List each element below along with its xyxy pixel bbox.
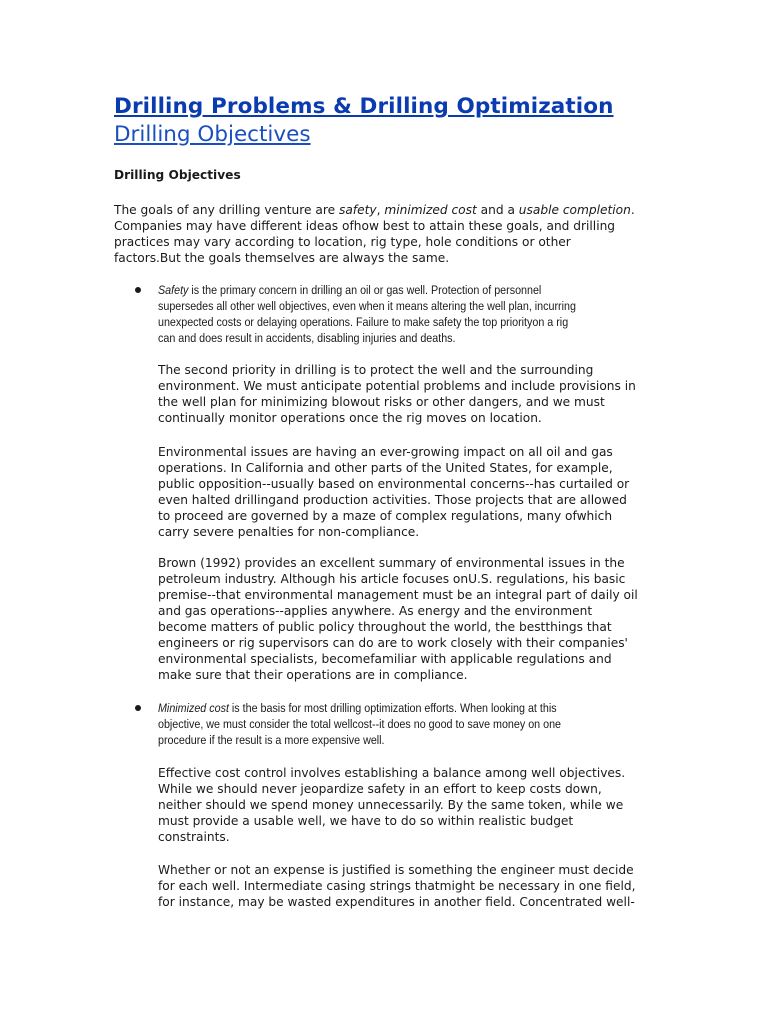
bullet-line: can and does result in accidents, disabling injuries and deaths. <box>158 331 456 345</box>
paragraph-brown <box>158 555 638 683</box>
bullet-marker <box>135 705 141 711</box>
paragraph-line: for instance, may be wasted expenditures in another field. Concentrated well- <box>158 895 635 909</box>
section-heading: Drilling Objectives <box>114 168 241 182</box>
intro-line: The goals of any drilling venture are safety, minimized cost and a usable completion. <box>114 203 635 217</box>
paragraph-cost-control <box>158 765 625 845</box>
paragraph-line: must provide a usable well, we have to do so within realistic budget <box>158 814 574 828</box>
page-title[interactable]: Drilling Problems & Drilling Optimization <box>114 94 614 119</box>
intro-line: factors.But the goals themselves are always the same. <box>114 251 450 265</box>
paragraph-line: even halted drillingand production activities. Those projects that are allowed <box>158 493 627 507</box>
bullet-marker <box>135 287 141 293</box>
paragraph-line: environment. We must anticipate potential problems and include provisions in <box>158 379 636 393</box>
paragraph-line: While we should never jeopardize safety in an effort to keep costs down, <box>158 782 602 796</box>
paragraph-line: to proceed are governed by a maze of complex regulations, many ofwhich <box>158 509 613 523</box>
paragraph-line: Whether or not an expense is justified is something the engineer must decide <box>158 863 634 877</box>
paragraph-line: the well plan for minimizing blowout risks or other dangers, and we must <box>158 395 605 409</box>
paragraph-line: continually monitor operations once the rig moves on location. <box>158 411 542 425</box>
page-subtitle[interactable]: Drilling Objectives <box>114 122 311 147</box>
paragraph-second-priority <box>158 362 636 426</box>
paragraph-line: petroleum industry. Although his article focuses onU.S. regulations, his basic <box>158 572 626 586</box>
intro-paragraph <box>114 202 635 266</box>
bullet-line: Minimized cost is the basis for most drilling optimization efforts. When looking at this <box>158 701 557 715</box>
paragraph-line: make sure that their operations are in compliance. <box>158 668 468 682</box>
bullet-line: Safety is the primary concern in drilling an oil or gas well. Protection of personnel <box>158 283 542 297</box>
paragraph-line: Environmental issues are having an ever-growing impact on all oil and gas <box>158 445 613 459</box>
paragraph-line: operations. In California and other parts of the United States, for example, <box>158 461 613 475</box>
paragraph-line: premise--that environmental management must be an integral part of daily oil <box>158 588 638 602</box>
bullet-safety <box>158 282 633 346</box>
bullet-minimized-cost <box>158 700 616 748</box>
paragraph-line: neither should we spend money unnecessarily. By the same token, while we <box>158 798 624 812</box>
bullet-line: unexpected costs or delaying operations. Failure to make safety the top priorityon a rig <box>158 315 569 329</box>
paragraph-line: public opposition--usually based on environmental concerns--has curtailed or <box>158 477 630 491</box>
paragraph-expense <box>158 862 635 910</box>
bullet-line: objective, we must consider the total wellcost--it does no good to save money on one <box>158 717 562 731</box>
intro-line: Companies may have different ideas ofhow best to attain these goals, and drilling <box>114 219 616 233</box>
paragraph-line: become matters of public policy throughout the world, the bestthings that <box>158 620 612 634</box>
bullet-line: procedure if the result is a more expensive well. <box>158 733 385 747</box>
intro-line: practices may vary according to location, rig type, hole conditions or other <box>114 235 571 249</box>
paragraph-line: constraints. <box>158 830 230 844</box>
paragraph-line: and gas operations--applies anywhere. As energy and the environment <box>158 604 593 618</box>
paragraph-line: for each well. Intermediate casing strings thatmight be necessary in one field, <box>158 879 636 893</box>
paragraph-line: carry severe penalties for non-compliance. <box>158 525 420 539</box>
paragraph-line: The second priority in drilling is to protect the well and the surrounding <box>158 363 594 377</box>
bullet-line: supersedes all other well objectives, even when it means altering the well plan, incurring <box>158 299 576 313</box>
paragraph-line: engineers or rig supervisors can do are to work closely with their companies' <box>158 636 628 650</box>
paragraph-line: environmental specialists, becomefamiliar with applicable regulations and <box>158 652 612 666</box>
paragraph-environmental <box>158 444 629 540</box>
paragraph-line: Brown (1992) provides an excellent summary of environmental issues in the <box>158 556 625 570</box>
paragraph-line: Effective cost control involves establishing a balance among well objectives. <box>158 766 626 780</box>
